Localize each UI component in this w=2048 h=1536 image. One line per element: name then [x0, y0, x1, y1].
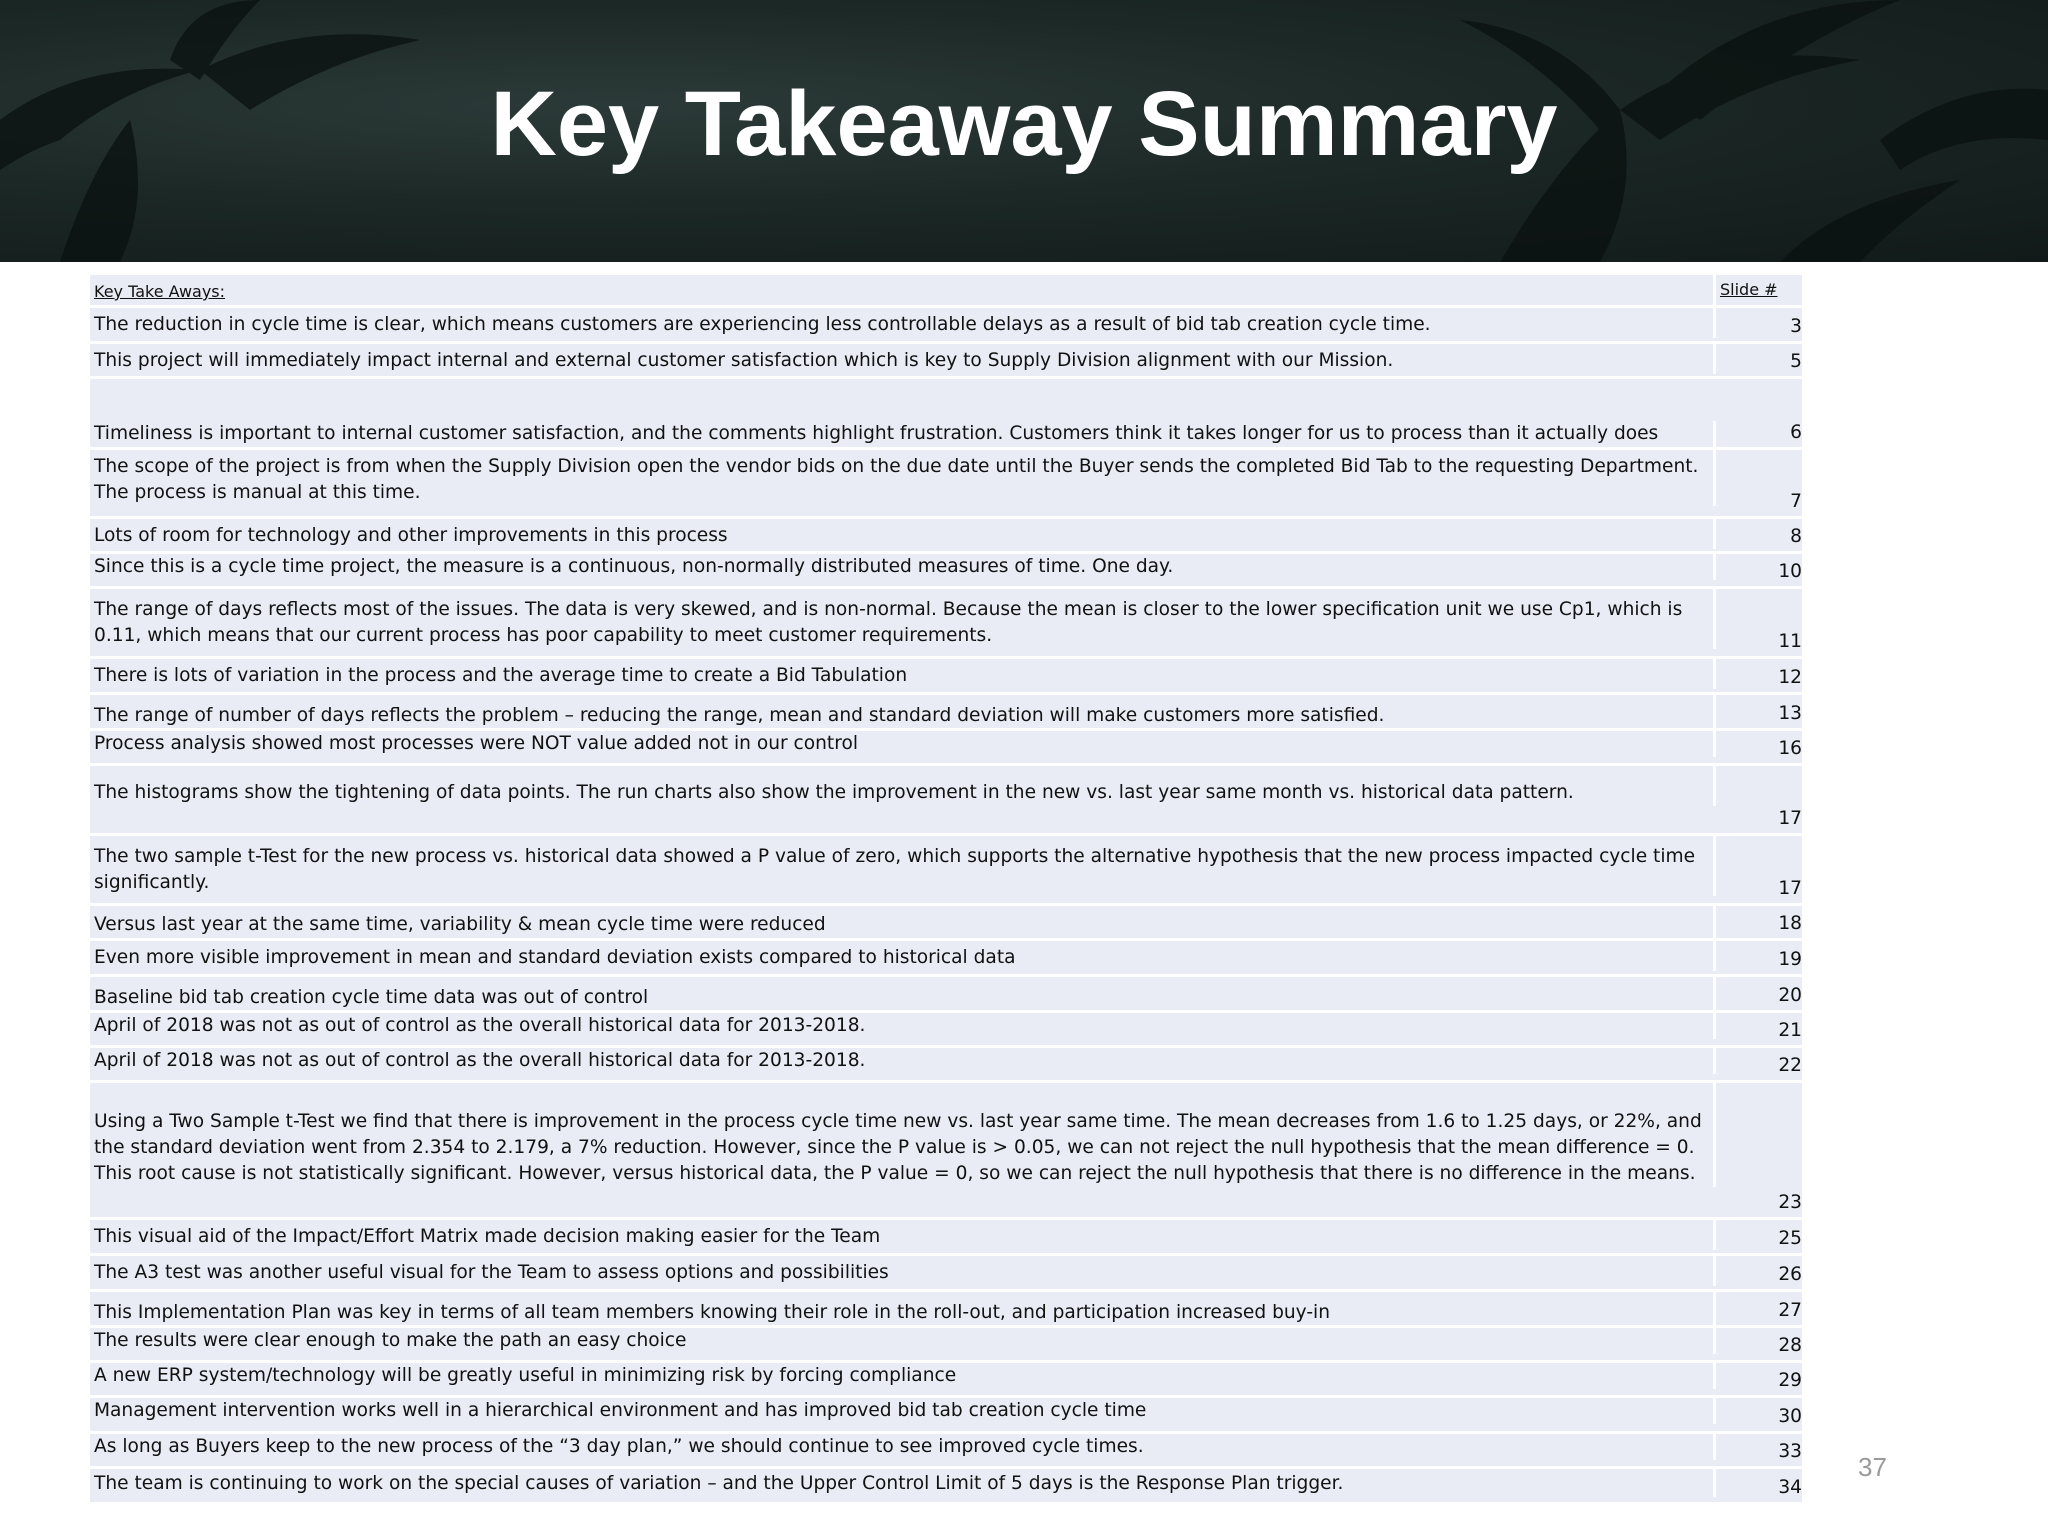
slide-number: 6 [1790, 422, 1802, 443]
table-row [90, 1256, 1802, 1292]
slide-number: 3 [1790, 316, 1802, 337]
takeaway-text: The team is continuing to work on the special causes of variation – and the Upper Control Limit of 5 days is the Response Plan trigger. [90, 1469, 1716, 1497]
table-row [90, 941, 1802, 977]
takeaway-text: Lots of room for technology and other improvements in this process [90, 519, 1716, 549]
takeaway-text: Using a Two Sample t-Test we find that there is improvement in the process cycle time new vs. last year same time. The mean decreases from 1.6 to 1.25 days, or 22%, and the standard deviation went from 2.354 to 2.179, a 7% reduction. However, since the P value is > 0.05, we can not reject the null hypothesis that the mean difference = 0. This root cause is not statistically significant. However, versus historical data, the P value = 0, so we can reject the null hypothesis that there is no difference in the means. [90, 1083, 1716, 1187]
takeaway-text: This Implementation Plan was key in terms of all team members knowing their role in the roll-out, and participation increased buy-in [90, 1292, 1716, 1326]
takeaway-text: Since this is a cycle time project, the measure is a continuous, non-normally distributed measures of time. One day. [90, 554, 1716, 580]
slide-title: Key Takeaway Summary [490, 73, 1558, 175]
table-row [90, 1013, 1802, 1048]
slide-column-header: Slide # [1720, 279, 1778, 299]
takeaways-table [90, 275, 1802, 1505]
table-row [90, 766, 1802, 836]
table-row [90, 344, 1802, 379]
slide-number: 5 [1790, 351, 1802, 372]
slide-number: 23 [1778, 1192, 1802, 1213]
table-row [90, 836, 1802, 906]
takeaways-column-header: Key Take Aways: [90, 275, 1716, 305]
table-row [90, 519, 1802, 554]
table-row [90, 450, 1802, 519]
page-number: 37 [1858, 1452, 1887, 1482]
slide-number: 21 [1778, 1020, 1802, 1041]
slide-number: 17 [1778, 878, 1802, 899]
slide-number: 29 [1778, 1370, 1802, 1391]
table-row [90, 977, 1802, 1013]
slide-number: 11 [1778, 631, 1802, 652]
takeaway-text: The scope of the project is from when the Supply Division open the vendor bids on the due date until the Buyer sends the completed Bid Tab to the requesting Department. The process is manual at this time. [90, 450, 1716, 506]
table-row [90, 554, 1802, 589]
table-row [90, 1469, 1802, 1505]
slide-number: 26 [1778, 1264, 1802, 1285]
takeaway-text: There is lots of variation in the process and the average time to create a Bid Tabulation [90, 659, 1716, 689]
takeaway-text: As long as Buyers keep to the new process of the “3 day plan,” we should continue to see improved cycle times. [90, 1434, 1716, 1460]
table-row [90, 906, 1802, 941]
slide-number: 7 [1790, 491, 1802, 512]
slide-number: 27 [1778, 1300, 1802, 1321]
takeaway-text: Process analysis showed most processes were NOT value added not in our control [90, 731, 1716, 757]
slide-number: 13 [1778, 703, 1802, 724]
slide-number: 22 [1778, 1055, 1802, 1076]
table-row [90, 1363, 1802, 1398]
table-row [90, 1398, 1802, 1434]
slide-number: 17 [1778, 808, 1802, 829]
takeaway-text: April of 2018 was not as out of control as the overall historical data for 2013-2018. [90, 1013, 1716, 1039]
takeaway-text: Timeliness is important to internal customer satisfaction, and the comments highlight frustration. Customers think it takes longer for us to process than it actually does [90, 421, 1716, 447]
slide-number: 25 [1778, 1228, 1802, 1249]
takeaway-text: Even more visible improvement in mean and standard deviation exists compared to historical data [90, 941, 1716, 971]
slide-number: 34 [1778, 1477, 1802, 1498]
table-row [90, 1220, 1802, 1256]
takeaway-text: This project will immediately impact internal and external customer satisfaction which is key to Supply Division alignment with our Mission. [90, 344, 1716, 374]
table-row [90, 731, 1802, 766]
table-row [90, 308, 1802, 344]
slide-number: 12 [1778, 667, 1802, 688]
takeaway-text: The range of number of days reflects the problem – reducing the range, mean and standard deviation will make customers more satisfied. [90, 695, 1716, 729]
slide-number: 33 [1778, 1441, 1802, 1462]
table-row [90, 1292, 1802, 1328]
slide-number: 10 [1778, 561, 1802, 582]
table-row [90, 659, 1802, 695]
table-row [90, 1083, 1802, 1220]
takeaway-text: The range of days reflects most of the issues. The data is very skewed, and is non-normal. Because the mean is closer to the lower specification unit we use Cp1, which is 0.11, which means that our current process has poor capability to meet customer requirements. [90, 589, 1716, 649]
slide-number: 18 [1778, 913, 1802, 934]
takeaway-text: The two sample t-Test for the new process vs. historical data showed a P value of zero, which supports the alternative hypothesis that the new process impacted cycle time significantly. [90, 836, 1716, 896]
table-row [90, 1434, 1802, 1469]
slide-number: 19 [1778, 949, 1802, 970]
takeaway-text: Baseline bid tab creation cycle time data was out of control [90, 977, 1716, 1011]
slide-number: 20 [1778, 985, 1802, 1006]
slide-number: 8 [1790, 526, 1802, 547]
takeaway-text: Versus last year at the same time, variability & mean cycle time were reduced [90, 906, 1716, 938]
table-row [90, 589, 1802, 659]
takeaway-text: The results were clear enough to make the path an easy choice [90, 1328, 1716, 1354]
takeaway-text: The reduction in cycle time is clear, which means customers are experiencing less controllable delays as a result of bid tab creation cycle time. [90, 308, 1716, 338]
slide-number: 30 [1778, 1406, 1802, 1427]
table-row [90, 695, 1802, 731]
takeaway-text: A new ERP system/technology will be greatly useful in minimizing risk by forcing compliance [90, 1363, 1716, 1389]
table-row [90, 1048, 1802, 1083]
takeaway-text: This visual aid of the Impact/Effort Matrix made decision making easier for the Team [90, 1220, 1716, 1250]
takeaway-text: April of 2018 was not as out of control as the overall historical data for 2013-2018. [90, 1048, 1716, 1074]
slide-number: 16 [1778, 738, 1802, 759]
takeaway-text: Management intervention works well in a hierarchical environment and has improved bid tab creation cycle time [90, 1398, 1716, 1424]
header-banner [0, 0, 2048, 262]
takeaway-text: The A3 test was another useful visual for the Team to assess options and possibilities [90, 1256, 1716, 1286]
table-header-row [90, 275, 1802, 308]
table-row [90, 1328, 1802, 1363]
table-row [90, 379, 1802, 450]
takeaway-text: The histograms show the tightening of data points. The run charts also show the improvement in the new vs. last year same month vs. historical data pattern. [90, 766, 1716, 806]
slide-number: 28 [1778, 1335, 1802, 1356]
